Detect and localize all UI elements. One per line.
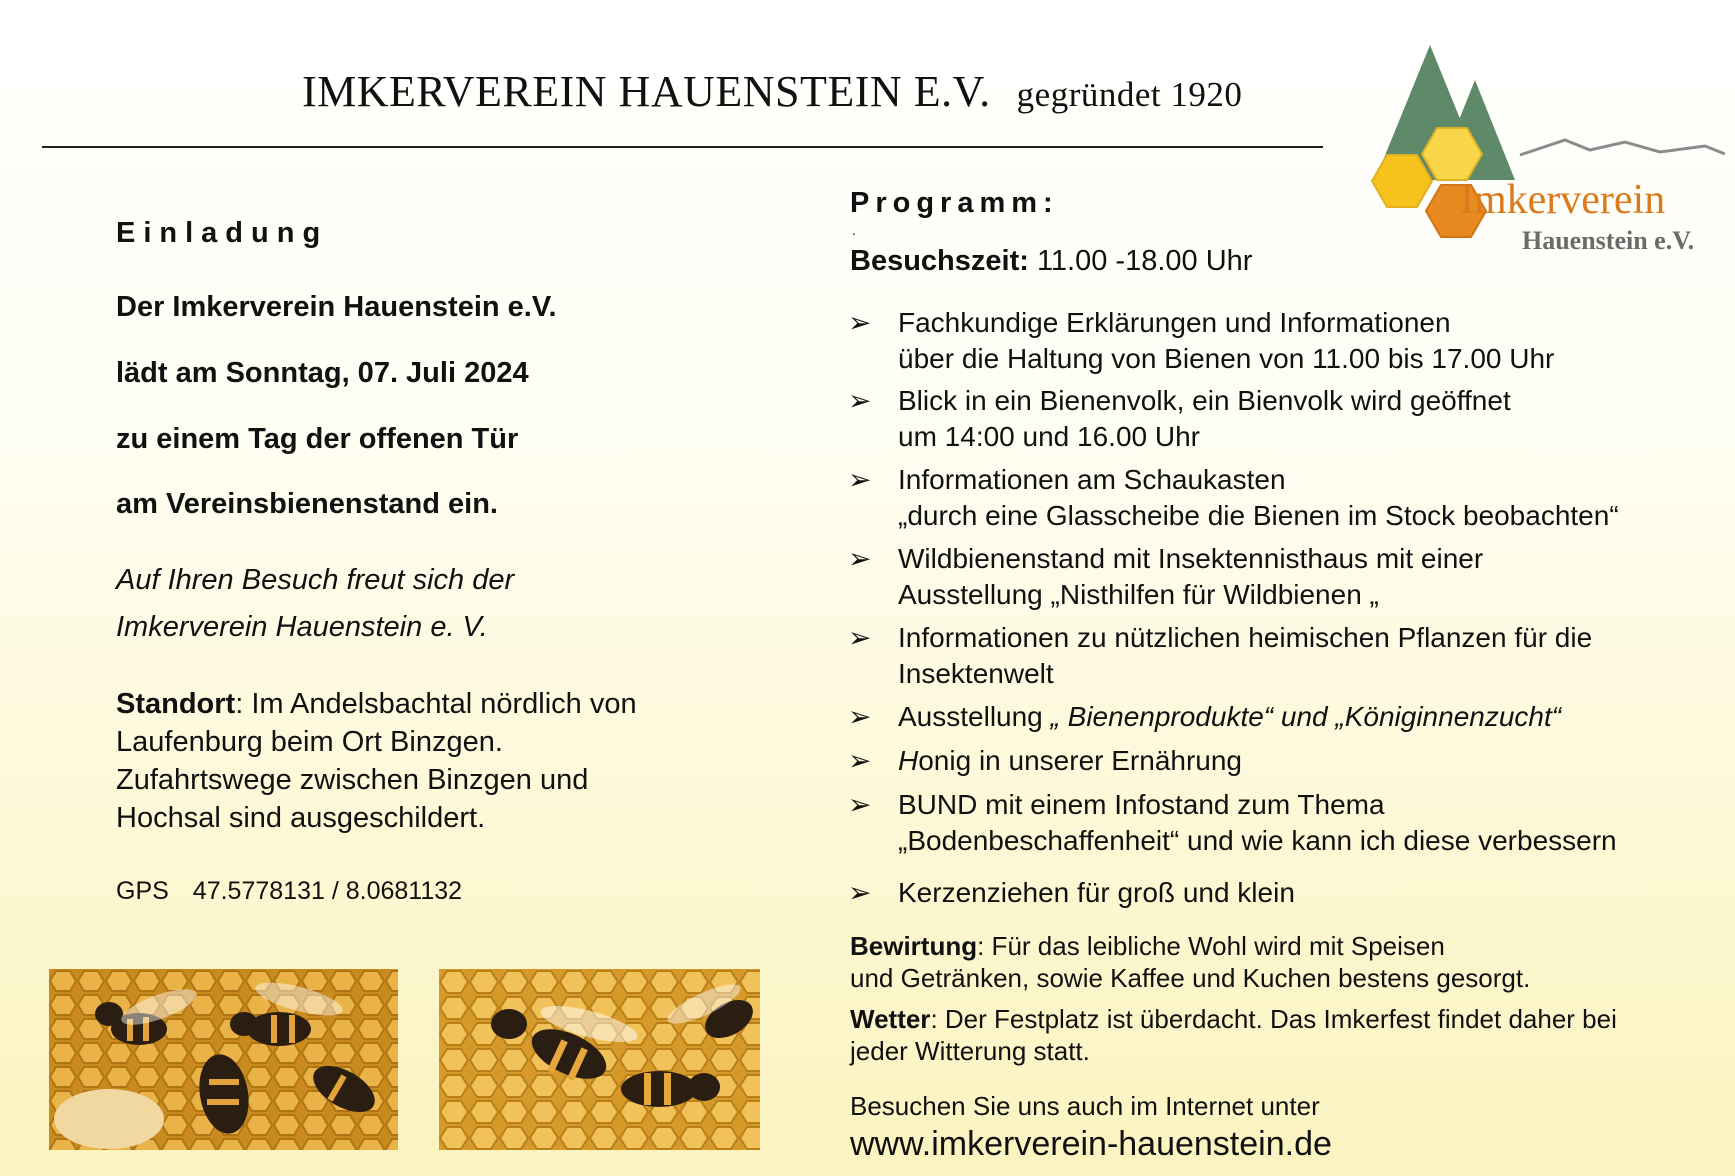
location-label: Standort (116, 688, 236, 720)
program-item-7-rest: onig in unserer Ernährung (918, 745, 1242, 776)
program-item-5-line-2: Insektenwelt (898, 658, 1054, 689)
program-item-7-initial: H (898, 745, 919, 776)
header-title (302, 66, 1242, 117)
program-item-9-line-1: Kerzenziehen für groß und klein (898, 877, 1295, 908)
invitation-line-3: zu einem Tag der offenen Tür (116, 423, 519, 455)
invitation-line-4: am Vereinsbienenstand ein. (116, 488, 498, 520)
catering-line-2: und Getränken, sowie Kaffee und Kuchen bestens gesorgt. (850, 963, 1531, 993)
arrow-bullet-icon: ➢ (848, 543, 872, 574)
catering-label: Bewirtung (850, 931, 978, 961)
greeting-line-1: Auf Ihren Besuch freut sich der (116, 564, 515, 596)
catering-line-1: : Für das leibliche Wohl wird mit Speisen (977, 931, 1445, 961)
visiting-hours (850, 245, 1252, 278)
program-dot: . (852, 222, 856, 238)
bee-photo-left (49, 969, 398, 1150)
program-heading: Programm: (850, 187, 1059, 219)
weather-block (850, 1003, 1617, 1067)
bee-photo-right (439, 969, 760, 1150)
invitation-line-2: lädt am Sonntag, 07. Juli 2024 (116, 357, 529, 389)
logo-subtitle: Hauenstein e.V. (1522, 226, 1695, 255)
weather-line-2: jeder Witterung statt. (850, 1036, 1090, 1066)
greeting-line-2: Imkerverein Hauenstein e. V. (116, 611, 488, 643)
website-url[interactable]: www.imkerverein-hauenstein.de (850, 1125, 1332, 1163)
logo (1325, 40, 1725, 270)
internet-intro: Besuchen Sie uns auch im Internet unter (850, 1091, 1320, 1121)
gps-coordinates (116, 877, 462, 906)
program-item-5-line-1: Informationen zu nützlichen heimischen Pflanzen für die (898, 622, 1593, 653)
logo-name: Imkerverein (1460, 177, 1666, 223)
program-item-4-line-2: Ausstellung „Nisthilfen für Wildbienen „ (898, 579, 1379, 610)
program-item-2-line-1: Blick in ein Bienenvolk, ein Bienvolk wird geöffnet (898, 385, 1511, 416)
invitation-line-1: Der Imkerverein Hauenstein e.V. (116, 291, 557, 323)
program-item-1-line-2: über die Haltung von Bienen von 11.00 bis 17.00 Uhr (898, 343, 1555, 374)
gps-value: 47.5778131 / 8.0681132 (192, 877, 463, 905)
invitation-heading: Einladung (116, 217, 329, 249)
visiting-hours-value: 11.00 -18.00 Uhr (1028, 245, 1253, 277)
location-line-4: Hochsal sind ausgeschildert. (116, 802, 486, 834)
program-item-1-line-1: Fachkundige Erklärungen und Informationen (898, 307, 1451, 338)
program-item-3-line-1: Informationen am Schaukasten (898, 464, 1286, 495)
program-item-8-line-1: BUND mit einem Infostand zum Thema (898, 789, 1385, 820)
arrow-bullet-icon: ➢ (848, 701, 872, 732)
program-item-4-line-1: Wildbienenstand mit Insektennisthaus mit einer (898, 543, 1484, 574)
program-item-3-line-2: „durch eine Glasscheibe die Bienen im Stock beobachten“ (898, 500, 1619, 531)
program-item-8-line-2: „Bodenbeschaffenheit“ und wie kann ich diese verbessern (898, 825, 1617, 856)
visiting-hours-label: Besuchszeit: (850, 245, 1029, 277)
arrow-bullet-icon: ➢ (848, 789, 872, 820)
club-name: IMKERVEREIN HAUENSTEIN E.V. (302, 67, 991, 116)
location-line-2: Laufenburg beim Ort Binzgen. (116, 726, 503, 758)
arrow-bullet-icon: ➢ (848, 385, 872, 416)
arrow-bullet-icon: ➢ (848, 745, 872, 776)
program-item-2-line-2: um 14:00 und 16.00 Uhr (898, 421, 1200, 452)
arrow-bullet-icon: ➢ (848, 464, 872, 495)
location-line-3: Zufahrtswege zwischen Binzgen und (116, 764, 589, 796)
founded-text: gegründet 1920 (1016, 75, 1243, 114)
arrow-bullet-icon: ➢ (848, 622, 872, 653)
weather-label: Wetter (850, 1004, 931, 1034)
arrow-bullet-icon: ➢ (848, 307, 872, 338)
program-item-6-label: Ausstellung (898, 701, 1043, 732)
program-item-6-italic: „ Bienenprodukte“ und „Königinnenzucht“ (1042, 701, 1562, 732)
location-line-1: : Im Andelsbachtal nördlich von (235, 688, 637, 720)
weather-line-1: : Der Festplatz ist überdacht. Das Imkerfest findet daher bei (930, 1004, 1617, 1034)
header-divider (42, 146, 1323, 148)
arrow-bullet-icon: ➢ (848, 877, 872, 908)
gps-label: GPS (116, 877, 169, 905)
catering-block (850, 930, 1530, 994)
location-block (116, 685, 637, 837)
